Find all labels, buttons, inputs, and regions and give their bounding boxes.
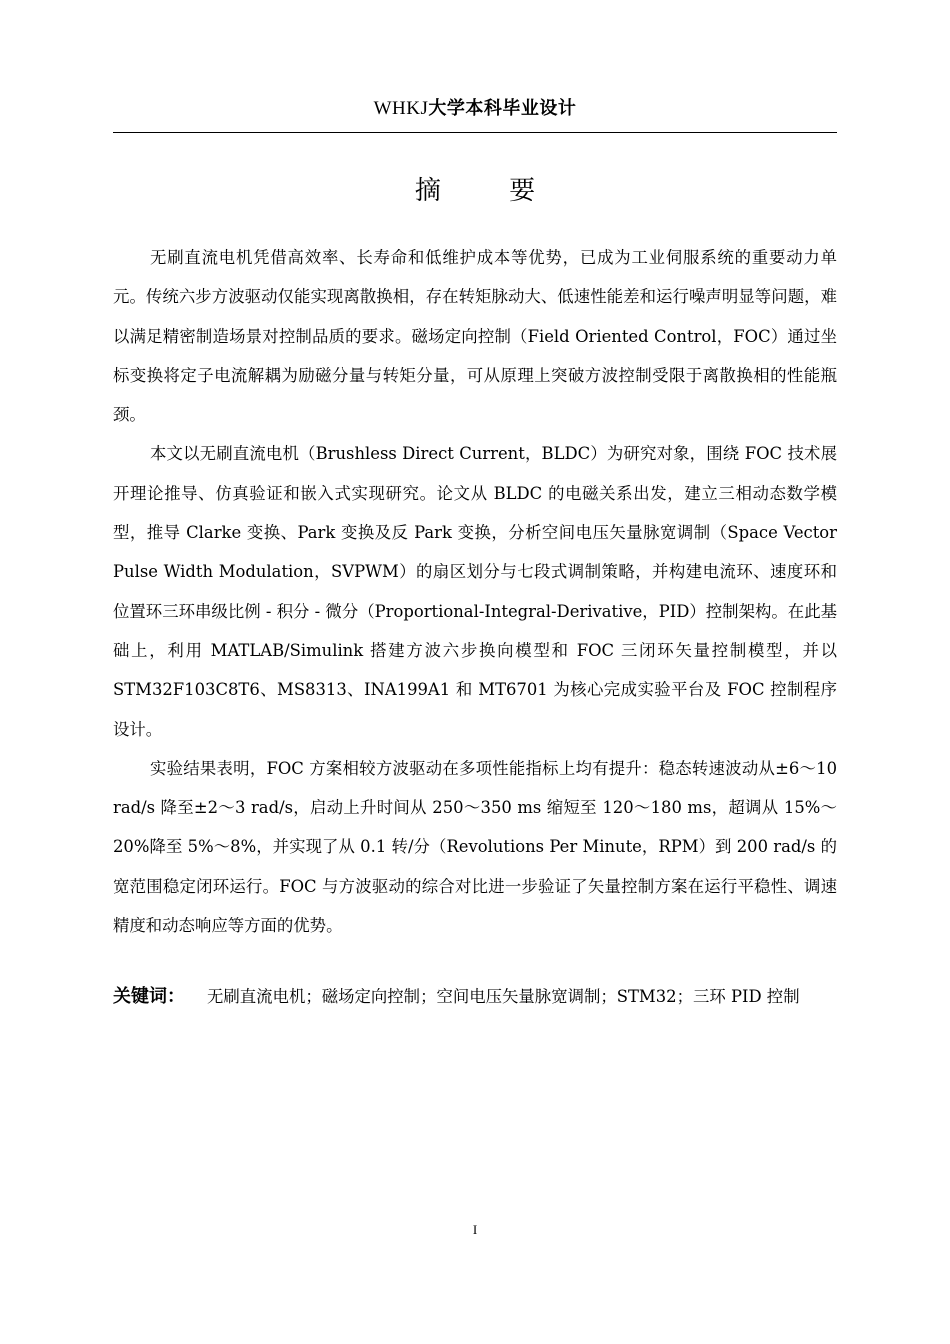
header-school-code: WHKJ bbox=[373, 98, 429, 119]
header-title: 大学本科毕业设计 bbox=[428, 98, 577, 119]
abstract-title: 摘 要 bbox=[414, 176, 566, 206]
abstract-paragraph-2: 本文以无刷直流电机（Brushless Direct Current，BLDC）为研究对象，围绕 FOC 技术展开理论推导、仿真验证和嵌入式实现研究。论文从 BLDC 的电磁关系出发，建立三相动态数学模型，推导 Clarke 变换、Park 变换及反 Park 变换，分析空间电压矢量脉宽调制（Space Vector Pulse Width Modulation，SVPWM）的扇区划分与七段式调制策略，并构建电流环、速度环和位置环三环串级比例 - 积分 - 微分（Proportional-Integral-Derivative，PID）控制架构。在此基础上，利用 MATLAB/Simulink 搭建方波六步换向模型和 FOC 三闭环矢量控制模型，并以 STM32F103C8T6、MS8313、INA199A1 和 MT6701 为核心完成实验平台及 FOC 控制程序设计。 bbox=[113, 444, 837, 739]
abstract-body bbox=[113, 238, 837, 945]
page-number: I bbox=[472, 1222, 478, 1237]
abstract-paragraph-1: 无刷直流电机凭借高效率、长寿命和低维护成本等优势，已成为工业伺服系统的重要动力单元。传统六步方波驱动仅能实现离散换相，存在转矩脉动大、低速性能差和运行噪声明显等问题，难以满足精密制造场景对控制品质的要求。磁场定向控制（Field Oriented Control，FOC）通过坐标变换将定子电流解耦为励磁分量与转矩分量，可从原理上突破方波控制受限于离散换相的性能瓶颈。 bbox=[113, 248, 837, 425]
running-header bbox=[113, 94, 837, 120]
abstract-paragraph-3: 实验结果表明，FOC 方案相较方波驱动在多项性能指标上均有提升：稳态转速波动从±6～10 rad/s 降至±2～3 rad/s，启动上升时间从 250～350 ms 缩短至 120～180 ms，超调从 15%～20%降至 5%～8%，并实现了从 0.1 转/分（Revolutions Per Minute，RPM）到 200 rad/s 的宽范围稳定闭环运行。FOC 与方波驱动的综合对比进一步验证了矢量控制方案在运行平稳性、调速精度和动态响应等方面的优势。 bbox=[113, 758, 837, 936]
keywords-text: 无刷直流电机；磁场定向控制；空间电压矢量脉宽调制；STM32；三环 PID 控制 bbox=[207, 987, 800, 1006]
keywords-label: 关键词： bbox=[113, 986, 185, 1007]
header-rule bbox=[113, 132, 837, 133]
keywords-section bbox=[113, 981, 837, 1013]
